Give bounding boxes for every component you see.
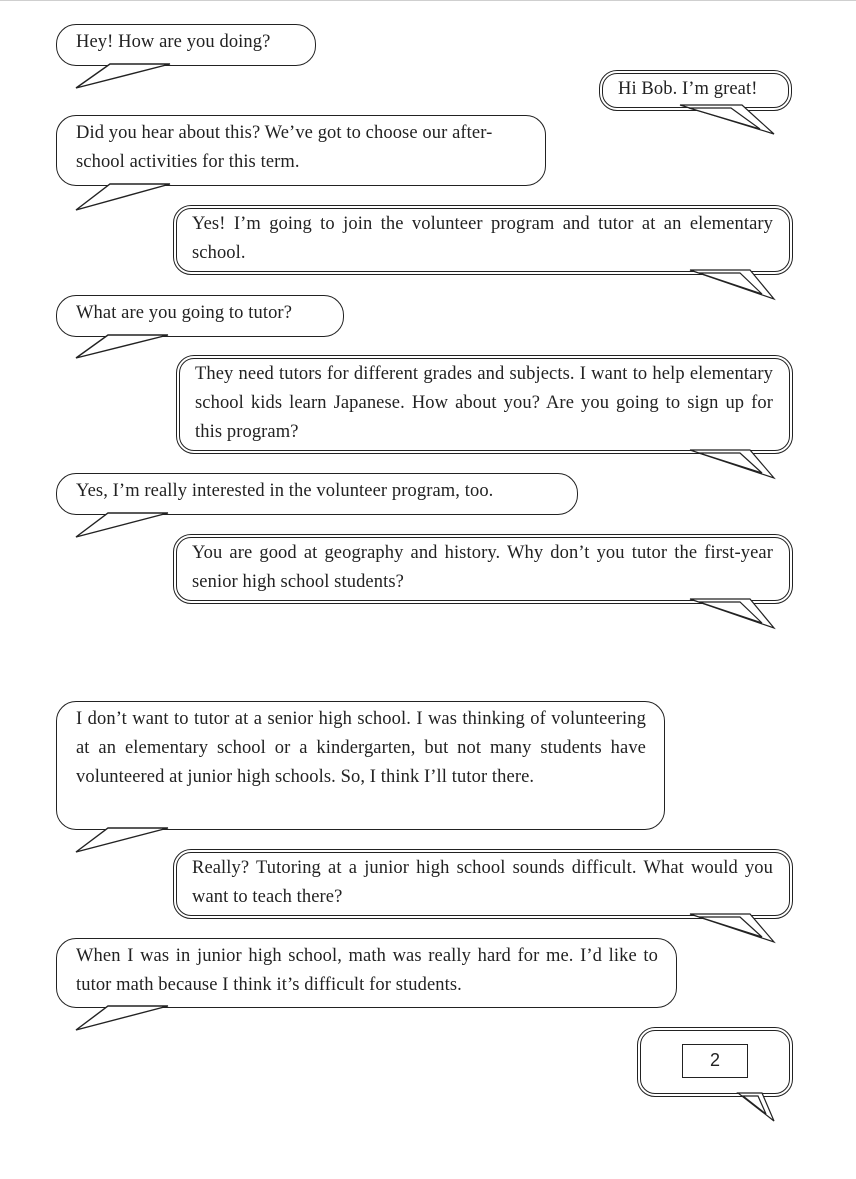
bubble-tail-1 bbox=[76, 64, 170, 88]
bubble-tail-11 bbox=[76, 1006, 168, 1030]
speech-text-4: Yes! I’m going to join the volunteer program and tutor at an elementary school. bbox=[192, 214, 773, 263]
speech-text-2: Hi Bob. I’m great! bbox=[618, 79, 758, 99]
speech-text-1: Hey! How are you doing? bbox=[76, 32, 271, 52]
speech-text-7: Yes, I’m really interested in the volunteer program, too. bbox=[76, 481, 494, 501]
bubble-tail-3 bbox=[76, 184, 170, 210]
speech-text-6: They need tutors for different grades and subjects. I want to help elementary school kids learn Japanese. How about you? Are you going to sign up for this program? bbox=[195, 364, 773, 442]
speech-text-10: Really? Tutoring at a junior high school sounds difficult. What would you want to teach there? bbox=[192, 858, 773, 907]
answer-blank-number: 2 bbox=[709, 1050, 720, 1070]
bubble-tail-5 bbox=[76, 335, 168, 358]
speech-text-9: I don’t want to tutor at a senior high school. I was thinking of volunteering at an elementary school or a kindergarten, but not many students have volunteered at junior high schools. So, I think I’ll tutor there. bbox=[76, 709, 646, 787]
speech-text-8: You are good at geography and history. Why don’t you tutor the first-year senior high school students? bbox=[192, 543, 773, 592]
bubble-tail-7 bbox=[76, 513, 168, 537]
speech-text-5: What are you going to tutor? bbox=[76, 303, 293, 323]
answer-blank-box[interactable] bbox=[682, 1044, 748, 1078]
speech-text-11: When I was in junior high school, math was really hard for me. I’d like to tutor math because I think it’s difficult for students. bbox=[76, 946, 658, 995]
bubble-tail-9 bbox=[76, 828, 168, 852]
speech-text-3: Did you hear about this? We’ve got to choose our after-school activities for this term. bbox=[76, 123, 493, 172]
